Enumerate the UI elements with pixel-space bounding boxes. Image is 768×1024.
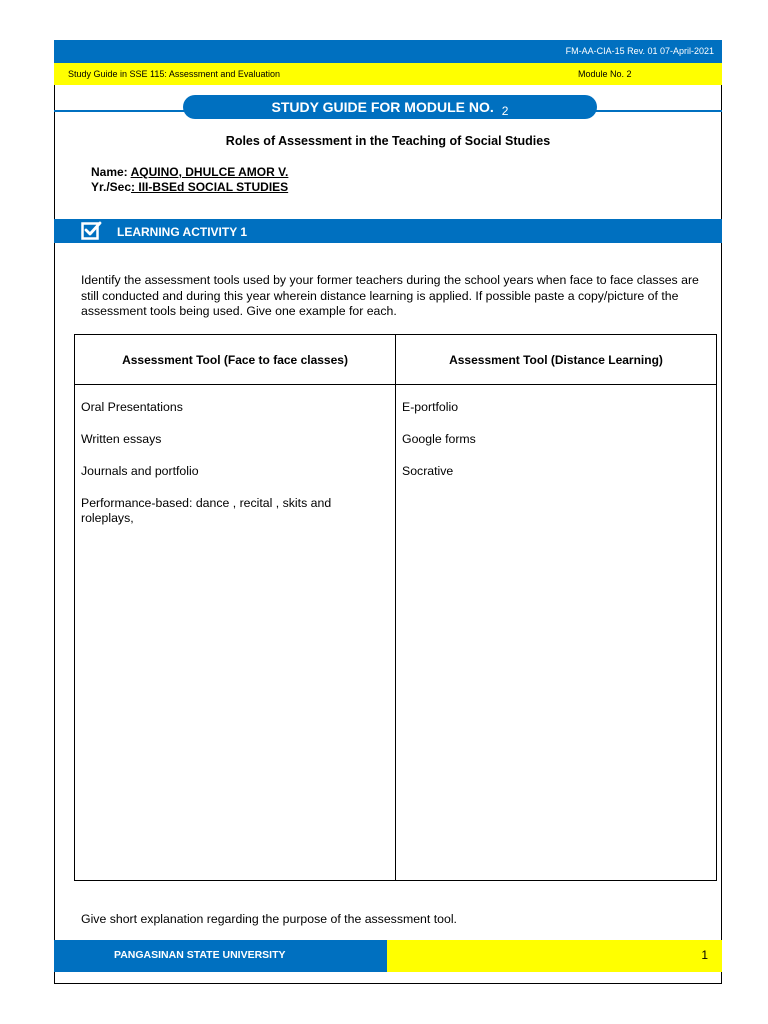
list-item: Socrative: [402, 464, 454, 478]
page-title: Roles of Assessment in the Teaching of Social Studies: [225, 134, 551, 148]
university-bar: [54, 940, 387, 972]
divider: [54, 110, 188, 112]
list-item: E-portfolio: [402, 400, 459, 414]
study-guide-banner: [183, 95, 597, 119]
name-label: Name:: [91, 165, 131, 179]
list-item: Oral Presentations: [81, 400, 183, 414]
form-code-bar: [54, 40, 722, 63]
study-guide-number: 2: [501, 104, 509, 118]
module-number: Module No. 2: [578, 69, 632, 79]
student-name: [91, 165, 288, 179]
explanation-prompt: Give short explanation regarding the purpose of the assessment tool.: [81, 912, 457, 926]
section-value: : III-BSEd SOCIAL STUDIES: [131, 180, 289, 194]
section-label: Yr./Sec: [91, 180, 132, 194]
header-distance-learning: Assessment Tool (Distance Learning): [396, 335, 717, 385]
page-number-bar: [387, 940, 722, 972]
list-item: Performance-based: dance , recital , skits and roleplays,: [81, 496, 332, 525]
course-bar: [54, 63, 722, 85]
instructions: Identify the assessment tools used by your former teachers during the school years when face to face classes are still conducted and during this year wherein distance learning is applied. If possible paste a copy/picture of the assessment tools being used. Give one example for each.: [81, 273, 699, 318]
course-title: Study Guide in SSE 115: Assessment and Evaluation: [68, 69, 280, 79]
header-face-to-face: Assessment Tool (Face to face classes): [75, 335, 396, 385]
list-item: Written essays: [81, 432, 162, 446]
checkbox-icon: [81, 221, 103, 241]
list-item: Journals and portfolio: [81, 464, 199, 478]
form-code: FM-AA-CIA-15 Rev. 01 07-April-2021: [565, 46, 714, 56]
page-number: 1: [701, 948, 708, 962]
name-value: AQUINO, DHULCE AMOR V.: [130, 165, 289, 179]
face-to-face-cell: [75, 385, 396, 881]
activity-label: LEARNING ACTIVITY 1: [117, 225, 248, 239]
footer: [54, 940, 722, 972]
divider: [594, 110, 722, 112]
distance-learning-cell: [396, 385, 717, 881]
list-item: Google forms: [402, 432, 476, 446]
assessment-tools-table: [74, 334, 717, 881]
learning-activity-header: [54, 219, 722, 243]
table-row: [75, 385, 717, 881]
student-section: [91, 180, 288, 194]
university-name: PANGASINAN STATE UNIVERSITY: [114, 949, 286, 961]
table-header-row: [75, 335, 717, 385]
study-guide-title: STUDY GUIDE FOR MODULE NO.: [271, 99, 494, 115]
